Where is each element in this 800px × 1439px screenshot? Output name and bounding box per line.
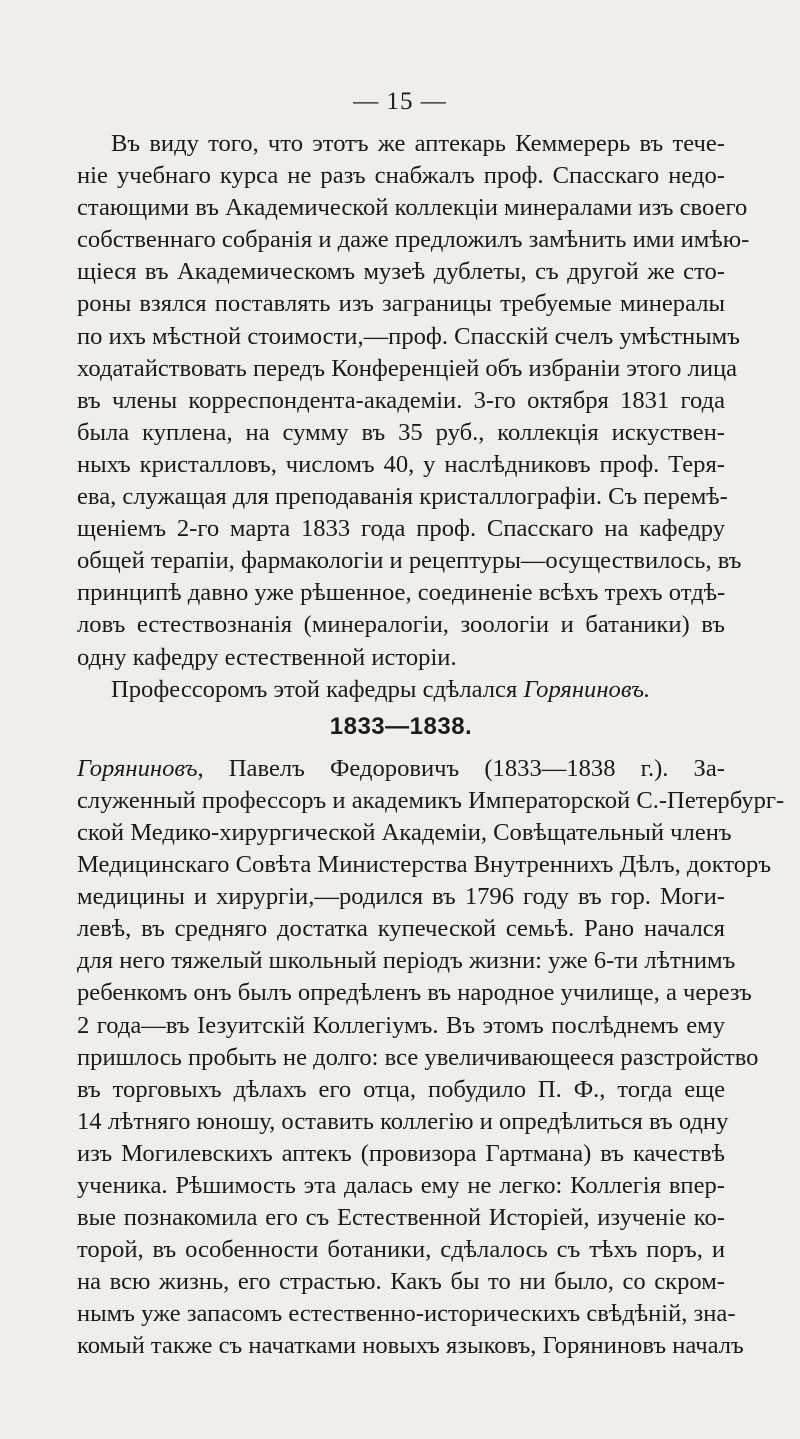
text-line: служенный профессоръ и академикъ Императорской С.-Петербург- — [77, 786, 785, 814]
text-line: ніе учебнаго курса не разъ снабжалъ проф. Спасскаго недо- — [77, 162, 725, 190]
text-line: 14 лѣтняго юношу, оставить коллегію и опредѣлиться въ одну — [77, 1107, 729, 1135]
text-line: медицины и хирургіи,—родился въ 1796 году въ гор. Моги- — [77, 883, 725, 911]
text-line: пришлось пробыть не долго: все увеличивающееся разстройство — [77, 1043, 759, 1071]
text-line: была куплена, на сумму въ 35 руб., коллекція искуствен- — [77, 418, 725, 446]
page-number: — 15 — — [353, 88, 447, 115]
text-line: на всю жизнь, его страстью. Какъ бы то ни было, со скром- — [77, 1268, 725, 1296]
paragraph-1 — [77, 128, 750, 674]
text-line: стающими въ Академической коллекціи минералами изъ своего — [77, 194, 748, 222]
text-line: щіеся въ Академическомъ музеѣ дублеты, съ другой же сто- — [77, 258, 725, 286]
text-line: ребенкомъ онъ былъ опредѣленъ въ народное училище, а черезъ — [77, 979, 752, 1007]
paragraph-3-first-line — [77, 753, 725, 785]
text-line: роны взялся поставлять изъ заграницы требуемые минералы — [77, 290, 725, 318]
text-line: изъ Могилевскихъ аптекъ (провизора Гартмана) въ качествѣ — [77, 1139, 725, 1167]
section-heading: 1833—1838. — [329, 712, 473, 740]
text-line: Медицинскаго Совѣта Министерства Внутреннихъ Дѣлъ, докторъ — [77, 851, 772, 879]
paragraph-3-first-line-text: , Павелъ Федоровичъ (1833—1838 г.). За- — [197, 754, 725, 782]
text-line: вые познакомила его съ Естественной Исторіей, изученіе ко- — [77, 1204, 725, 1232]
text-line: ева, служащая для преподаванія кристаллографіи. Съ перемѣ- — [77, 483, 728, 511]
text-line: принципѣ давно уже рѣшенное, соединеніе всѣхъ трехъ отдѣ- — [77, 579, 726, 607]
text-line: по ихъ мѣстной стоимости,—проф. Спасскій счелъ умѣстнымъ — [77, 322, 740, 350]
text-line: торой, въ особенности ботаники, сдѣлалось съ тѣхъ поръ, и — [77, 1236, 725, 1264]
text-line: въ члены корреспондента-академіи. 3-го октября 1831 года — [77, 386, 725, 414]
text-line: одну кафедру естественной исторіи. — [77, 643, 457, 671]
text-line: въ торговыхъ дѣлахъ его отца, побудило П. Ф., тогда еще — [77, 1075, 725, 1103]
text-line: ловъ естествознанія (минералогіи, зоологіи и батаники) въ — [77, 611, 725, 639]
professor-name: Горяниновъ. — [523, 675, 651, 703]
text-line: комый также съ начатками новыхъ языковъ, Горяниновъ началъ — [77, 1332, 744, 1360]
paragraph-3 — [77, 785, 785, 1363]
text-line: общей терапіи, фармакологіи и рецептуры—осуществилось, въ — [77, 547, 742, 575]
text-line: ученика. Рѣшимость эта далась ему не легко: Коллегія впер- — [77, 1172, 725, 1199]
text-line: ходатайствовать передъ Конференціей объ избраніи этого лица — [77, 354, 738, 382]
text-line: Въ виду того, что этотъ же аптекарь Кеммерерь въ тече- — [111, 130, 725, 157]
text-line: для него тяжелый школьный періодъ жизни: уже 6-ти лѣтнимъ — [77, 947, 736, 975]
body-text — [77, 128, 785, 1363]
paragraph-2 — [77, 674, 725, 706]
biography-name: Горяниновъ — [77, 754, 198, 782]
text-line: собственнаго собранія и даже предложилъ замѣнить ими имѣю- — [77, 226, 750, 254]
text-line: нымъ уже запасомъ естественно-историческихъ свѣдѣній, зна- — [77, 1300, 736, 1328]
paragraph-2-text: Профессоромъ этой кафедры сдѣлался — [111, 675, 524, 703]
text-line: левѣ, въ средняго достатка купеческой семьѣ. Рано начался — [77, 915, 725, 943]
text-line: ской Медико-хирургической Академіи, Совѣщательный членъ — [77, 818, 732, 846]
text-line: ныхъ кристалловъ, числомъ 40, у наслѣдниковъ проф. Теря- — [77, 450, 725, 478]
text-line: 2 года—въ Іезуитскій Коллегіумъ. Въ этомъ послѣднемъ ему — [77, 1011, 725, 1039]
text-line: щеніемъ 2-го марта 1833 года проф. Спасскаго на кафедру — [77, 515, 725, 543]
